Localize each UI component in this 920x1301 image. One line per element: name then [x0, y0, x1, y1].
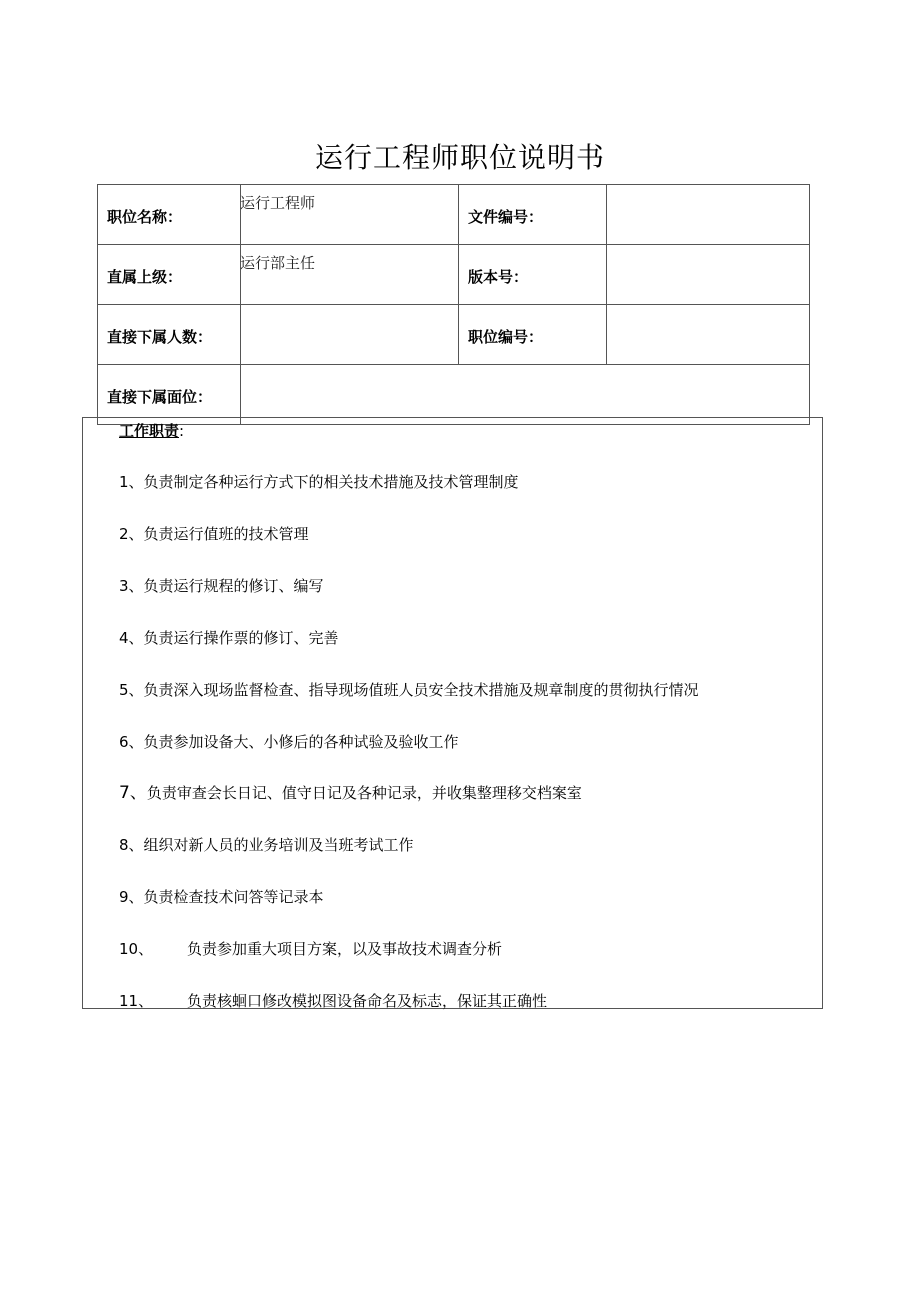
position-code-value	[607, 305, 810, 365]
position-name-label: 职位名称：	[98, 185, 241, 245]
list-item	[119, 886, 324, 908]
position-info-table	[97, 184, 810, 425]
list-item	[119, 990, 547, 1012]
duty-text: 负责参加重大项目方案，以及事故技术调查分析	[187, 940, 503, 958]
duty-text: 负责运行操作票的修订、完善	[143, 629, 339, 647]
duty-text: 负责审查会长日记、值守日记及各种记录，并收集整理移交档案室	[146, 784, 582, 802]
duty-number: 7、	[119, 783, 147, 803]
duty-text: 负责深入现场监督检查、指导现场值班人员安全技术措施及规章制度的贯彻执行情况	[143, 681, 699, 699]
list-item	[119, 679, 699, 701]
subordinate-count-value	[241, 305, 459, 365]
duties-box	[82, 417, 823, 1009]
duty-number: 2、	[119, 525, 144, 543]
duty-number: 1、	[119, 473, 144, 491]
duty-text: 负责检查技术问答等记录本	[143, 888, 324, 906]
doc-number-value	[607, 185, 810, 245]
list-item	[119, 938, 502, 960]
supervisor-text: 运行部主任	[240, 254, 316, 272]
list-item	[119, 782, 582, 804]
duties-heading-colon: :	[179, 422, 185, 440]
position-name-value	[241, 185, 459, 245]
version-label: 版本号：	[459, 245, 607, 305]
duties-heading-text: 工作职责	[119, 422, 180, 440]
duty-number: 3、	[119, 577, 144, 595]
duty-number: 11、	[119, 992, 154, 1010]
duty-number: 5、	[119, 681, 144, 699]
list-item	[119, 731, 459, 753]
duty-number: 10、	[119, 940, 154, 958]
position-code-label: 职位编号：	[459, 305, 607, 365]
duty-number: 4、	[119, 629, 144, 647]
duty-text: 负责运行规程的修订、编写	[143, 577, 324, 595]
subordinate-count-label: 直接下属人数：	[98, 305, 241, 365]
subordinate-positions-label: 直接下属面位：	[98, 365, 241, 425]
table-row	[98, 245, 810, 305]
supervisor-value	[241, 245, 459, 305]
subordinate-positions-value	[241, 365, 810, 425]
table-row	[98, 185, 810, 245]
doc-number-label: 文件编号：	[459, 185, 607, 245]
duty-text: 组织对新人员的业务培训及当班考试工作	[143, 836, 414, 854]
list-item	[119, 575, 324, 597]
version-value	[607, 245, 810, 305]
duties-heading	[119, 420, 184, 442]
list-item	[119, 834, 414, 856]
position-name-text: 运行工程师	[240, 194, 316, 212]
table-row	[98, 365, 810, 425]
list-item	[119, 471, 519, 493]
table-row	[98, 305, 810, 365]
list-item	[119, 627, 339, 649]
document-title: 运行工程师职位说明书	[314, 141, 605, 174]
duty-number: 9、	[119, 888, 144, 906]
supervisor-label: 直属上级：	[98, 245, 241, 305]
duty-text: 负责核蛔口修改模拟图设备命名及标志，保证其正确性	[187, 992, 548, 1010]
duty-number: 8、	[119, 836, 144, 854]
list-item	[119, 523, 309, 545]
duty-text: 负责参加设备大、小修后的各种试验及验收工作	[143, 733, 459, 751]
duty-text: 负责运行值班的技术管理	[143, 525, 309, 543]
duty-number: 6、	[119, 733, 144, 751]
duty-text: 负责制定各种运行方式下的相关技术措施及技术管理制度	[143, 473, 519, 491]
